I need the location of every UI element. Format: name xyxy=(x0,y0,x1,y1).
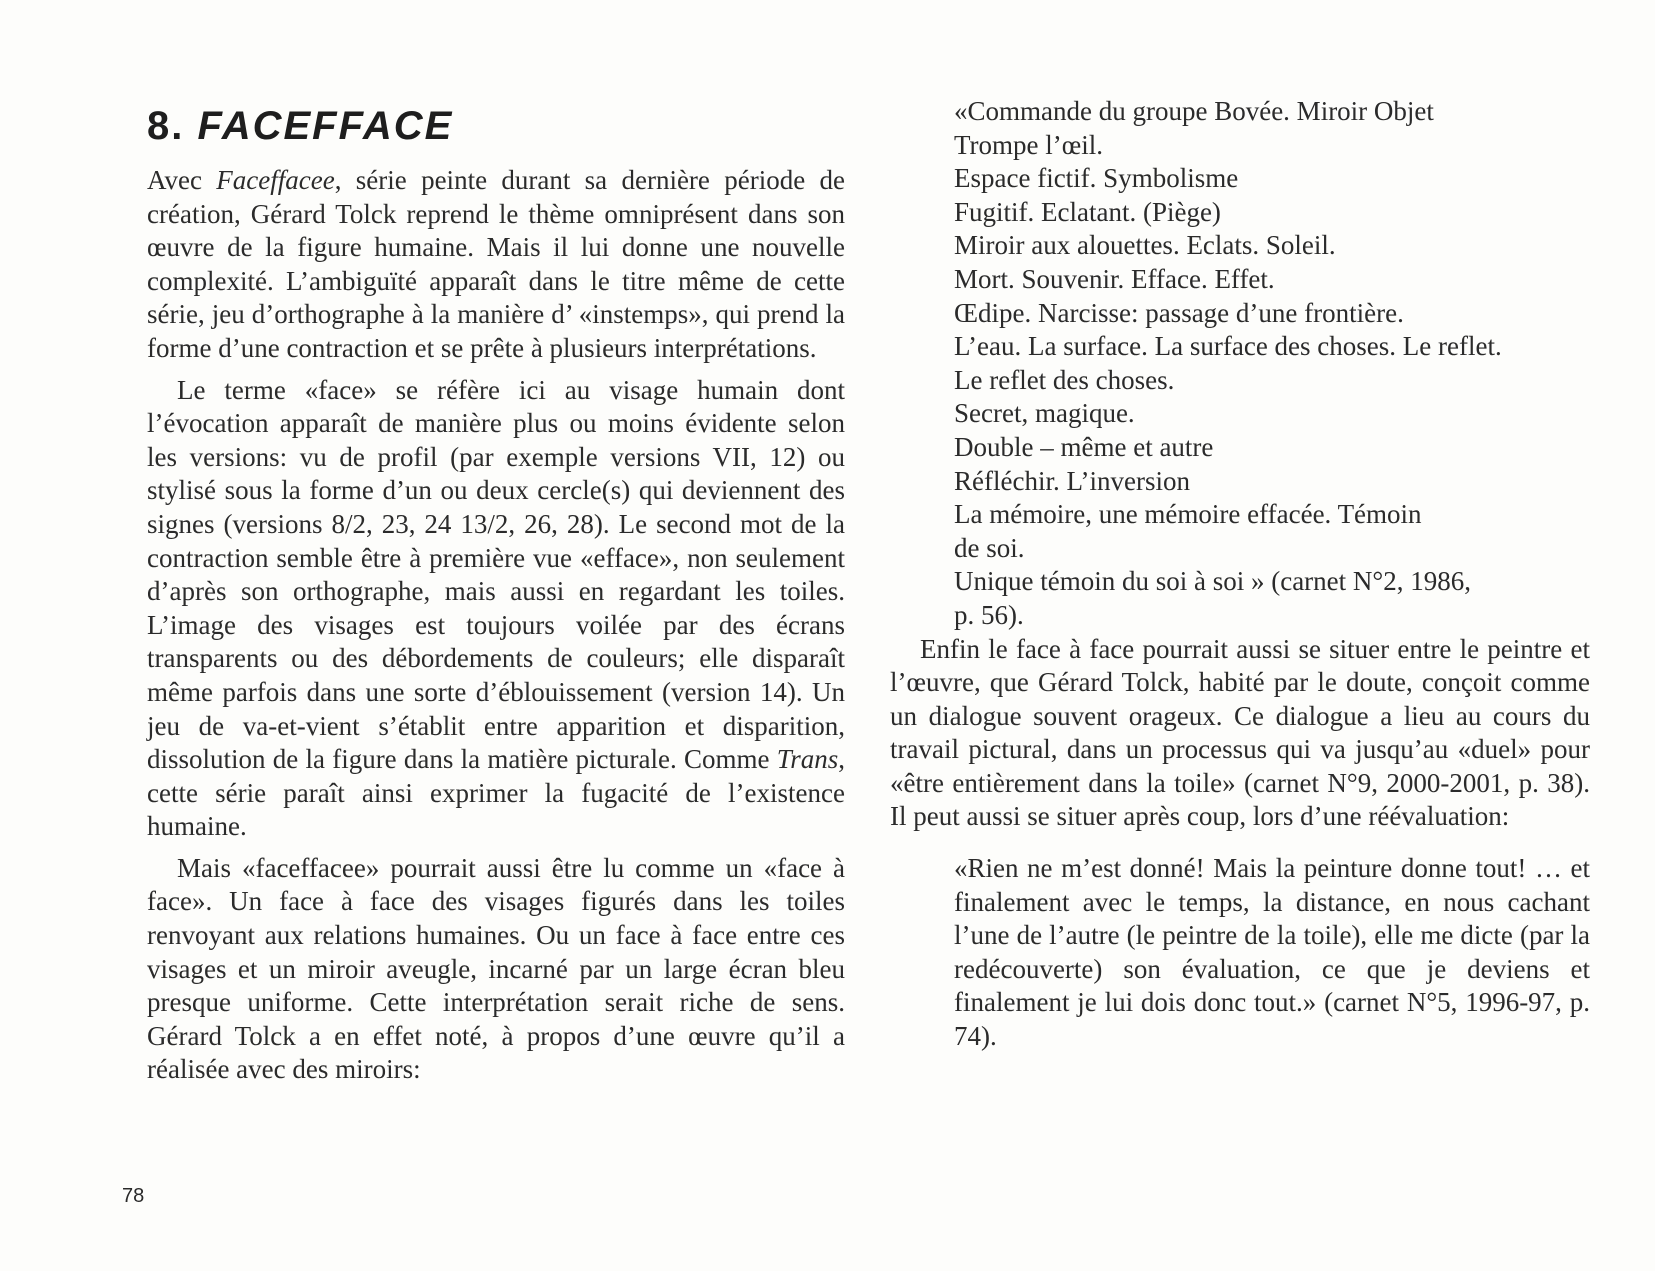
quote-line: de soi. xyxy=(954,532,1025,563)
section-heading xyxy=(147,100,845,152)
section-title: FACEFFACE xyxy=(197,104,454,148)
quote-line: Œdipe. Narcisse: passage d’une frontière. xyxy=(954,297,1404,328)
quote-line: Double – même et autre xyxy=(954,431,1214,462)
quote-line: Réfléchir. L’inversion xyxy=(954,465,1190,496)
quote-line: Miroir aux alouettes. Eclats. Soleil. xyxy=(954,230,1336,261)
quote-line: «Commande du groupe Bovée. Miroir Objet xyxy=(954,96,1434,126)
page-number: 78 xyxy=(122,1185,145,1207)
quote-line: Unique témoin du soi à soi » (carnet N°2, 1986, xyxy=(954,566,1471,597)
quote-line: Mort. Souvenir. Efface. Effet. xyxy=(954,263,1275,294)
paragraph-1-text-a: Avec xyxy=(147,165,217,195)
quote-line: La mémoire, une mémoire effacée. Témoin xyxy=(954,499,1422,530)
quote-line: Trompe l’œil. xyxy=(954,129,1104,160)
quote-line: Secret, magique. xyxy=(954,398,1135,429)
right-column xyxy=(890,95,1590,1054)
quote-line: Le reflet des choses. xyxy=(954,364,1175,395)
quote-line: L’eau. La surface. La surface des choses. Le reflet. xyxy=(954,331,1502,362)
paragraph-1 xyxy=(147,164,845,366)
section-number: 8. xyxy=(147,104,185,148)
painting-quote: «Rien ne m’est donné! Mais la peinture donne tout! … et finalement avec le temps, la distance, en nous cachant l’une de l’autre (le peintre de la toile), elle me dicte (par la redécouverte) son évaluation, ce que je deviens et finalement je lui dois donc tout.» (carnet N°5, 1996-97, p. 74). xyxy=(954,853,1590,1052)
quote-line: p. 56). xyxy=(954,599,1024,630)
quote-line: Fugitif. Eclatant. (Piège) xyxy=(954,196,1221,227)
left-column xyxy=(147,100,845,1087)
paragraph-2 xyxy=(147,374,845,844)
paragraph-2-text-a: Le terme «face» se réfère ici au visage humain dont l’évocation apparaît de manière plus ou moins évidente selon les versions: vu de profil (par exemple versions VII, 12) ou stylisé sous la forme d’un ou deux cercle(s) qui deviennent des signes (versions 8/2, 23, 24 13/2, 26, 28). Le second mot de la contraction semble être à première vue «efface», non seulement d’après son orthographe, mais aussi en regardant les toiles. L’image des visages est toujours voilée par des écrans transparents ou des débordements de couleurs; elle disparaît même parfois dans une sorte d’éblouissement (version 14). Un jeu de va-et-vient s’établit entre apparition et disparition, dissolution de la figure dans la matière picturale. Comme xyxy=(147,374,845,775)
paragraph-3 xyxy=(147,852,845,1087)
paragraph-2-title-italic: Trans xyxy=(776,744,839,775)
mirror-notes-quote xyxy=(890,95,1590,633)
paragraph-2-text-b: , cette série paraît ainsi exprimer la fugacité de l’existence humaine. xyxy=(147,744,845,842)
paragraph-1-title-italic: Faceffacee xyxy=(216,165,335,195)
quote-line: Espace fictif. Symbolisme xyxy=(954,163,1239,194)
paragraph-1-text-b: , série peinte durant sa dernière période de création, Gérard Tolck reprend le thème omniprésent dans son œuvre de la figure humaine. Mais il lui donne une nouvelle complexité. L’ambiguïté apparaît dans le titre même de cette série, jeu d’orthographe à la manière d’ «instemps», qui prend la forme d’une contraction et se prête à plusieurs interprétations. xyxy=(147,165,845,363)
paragraph-4: Enfin le face à face pourrait aussi se situer entre le peintre et l’œuvre, que Gérard Tolck, habité par le doute, conçoit comme un dialogue souvent orageux. Ce dialogue a lieu au cours du travail pictural, dans un processus qui va jusqu’au «duel» pour «être entièrement dans la toile» (carnet N°9, 2000-2001, p. 38). Il peut aussi se situer après coup, lors d’une réévaluation: xyxy=(890,633,1590,832)
paragraph-3-text: Mais «faceffacee» pourrait aussi être lu comme un «face à face». Un face à face des visages figurés dans les toiles renvoyant aux relations humaines. Ou un face à face entre ces visages et un miroir aveugle, incarné par un large écran bleu presque uniforme. Cette interprétation serait riche de sens. Gérard Tolck a en effet noté, à propos d’une œuvre qu’il a réalisée avec des miroirs: xyxy=(147,852,845,1085)
